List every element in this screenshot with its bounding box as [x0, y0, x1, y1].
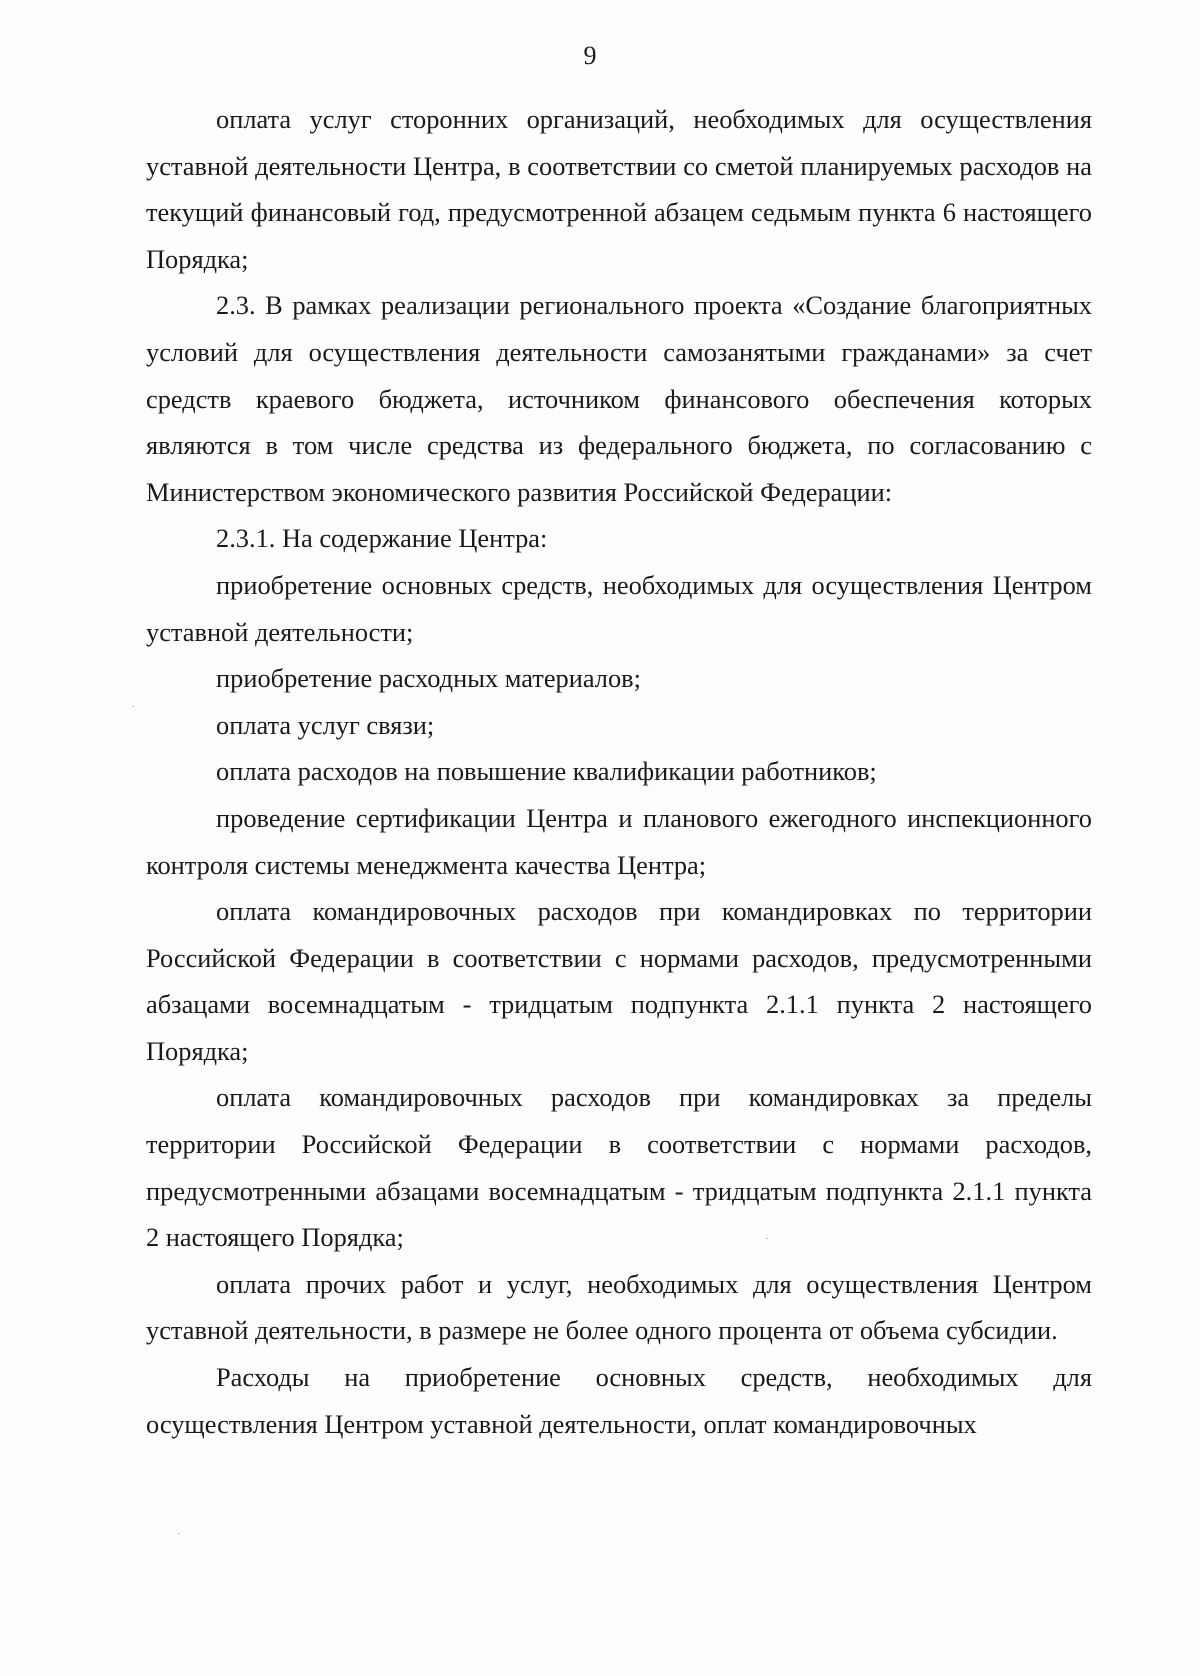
paragraph-domestic-travel: оплата командировочных расходов при командировках по территории Российской Федерации в соответствии с нормами расходов, предусмотренными абзацами восемнадцатым - тридцатым подпункта 2.1.1 пункта 2 настоящего Порядка;: [146, 896, 1092, 1066]
paragraph-expenses: Расходы на приобретение основных средств, необходимых для осуществления Центром уставной деятельности, оплат командировочных: [146, 1362, 1092, 1439]
paragraph-certification: проведение сертификации Центра и планового ежегодного инспекционного контроля системы менеджмента качества Центра;: [146, 802, 1092, 880]
scan-speck: [766, 1238, 768, 1239]
paragraph-fixed-assets: приобретение основных средств, необходимых для осуществления Центром уставной деятельности;: [146, 569, 1092, 647]
paragraph-communication: оплата услуг связи;: [216, 709, 435, 740]
scan-speck: [178, 1533, 180, 1534]
paragraph-consumables: приобретение расходных материалов;: [216, 663, 641, 694]
paragraph-qualification: оплата расходов на повышение квалификации работников;: [216, 756, 877, 787]
document-body: [146, 96, 1092, 1447]
paragraph-section-2-3: 2.3. В рамках реализации регионального проекта «Создание благоприятных условий для осуществления деятельности самозанятыми гражданами» за счет средств краевого бюджета, источником финансового обеспечения которых являются в том числе средства из федерального бюджета, по согласованию с Министерством экономического развития Российской Федерации:: [146, 290, 1092, 507]
page-number: 9: [583, 41, 597, 70]
scan-speck: [132, 706, 134, 707]
paragraph-third-party-services: оплата услуг сторонних организаций, необходимых для осуществления уставной деятельности Центра, в соответствии со сметой планируемых расходов на текущий финансовый год, предусмотренной абзацем седьмым пункта 6 настоящего Порядка;: [146, 104, 1092, 274]
paragraph-section-2-3-1: 2.3.1. На содержание Центра:: [216, 523, 548, 554]
paragraph-other-works: оплата прочих работ и услуг, необходимых для осуществления Центром уставной деятельности, в размере не более одного процента от объема субсидии.: [146, 1268, 1092, 1346]
paragraph-foreign-travel: оплата командировочных расходов при командировках за пределы территории Российской Федерации в соответствии с нормами расходов, предусмотренными абзацами восемнадцатым - тридцатым подпункта 2.1.1 пункта 2 настоящего Порядка;: [146, 1082, 1092, 1253]
